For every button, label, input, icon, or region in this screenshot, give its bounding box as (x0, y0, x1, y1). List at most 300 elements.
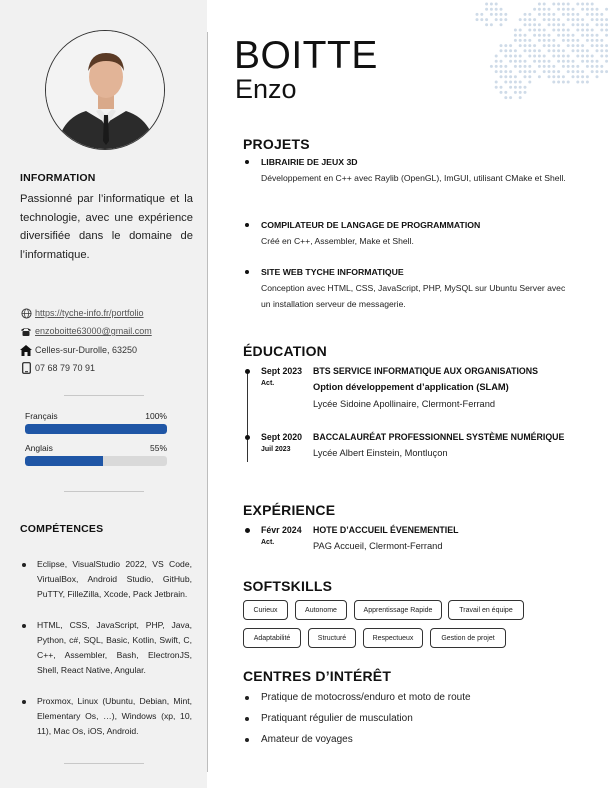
map-dot (533, 49, 536, 52)
map-dot (543, 18, 546, 21)
map-dot (552, 39, 555, 42)
map-dot (524, 86, 527, 89)
map-dot (524, 44, 527, 47)
map-dot (572, 60, 575, 63)
map-dot (552, 18, 555, 21)
map-dot (514, 60, 517, 63)
map-dot (591, 44, 594, 47)
map-dot (581, 29, 584, 32)
language-bar-fill (25, 456, 103, 466)
map-dot (572, 8, 575, 11)
education-title-text: BACCALAURÉAT PROFESSIONNEL SYSTÈME NUMÉRIQUE (313, 432, 565, 442)
map-dot (596, 39, 599, 42)
language-french (25, 411, 167, 434)
map-dot (538, 34, 541, 37)
map-dot (519, 91, 522, 94)
map-dot (538, 60, 541, 63)
map-dot (557, 34, 560, 37)
map-dot (495, 65, 498, 68)
map-dot (543, 39, 546, 42)
map-dot (528, 44, 531, 47)
map-dot (543, 13, 546, 16)
website-link[interactable]: https://tyche-info.fr/portfolio (35, 308, 144, 318)
education-option: Option développement d’application (SLAM) (313, 382, 509, 392)
map-dot (528, 75, 531, 78)
map-dot (548, 70, 551, 73)
map-dot (572, 75, 575, 78)
map-dot (576, 70, 579, 73)
map-dot (586, 60, 589, 63)
project-item (243, 157, 573, 186)
map-dot (528, 70, 531, 73)
map-dot (600, 13, 603, 16)
map-dot (581, 18, 584, 21)
map-dot (519, 86, 522, 89)
map-dot (533, 18, 536, 21)
map-dot (581, 34, 584, 37)
map-dot (586, 81, 589, 84)
project-title: COMPILATEUR DE LANGAGE DE PROGRAMMATION (243, 220, 573, 230)
map-dot (524, 18, 527, 21)
map-dot (504, 81, 507, 84)
map-dot (557, 55, 560, 58)
map-dot (562, 23, 565, 26)
map-dot (519, 55, 522, 58)
interest-item: Pratiquant régulier de musculation (243, 713, 563, 734)
map-dot (504, 91, 507, 94)
map-dot (576, 29, 579, 32)
world-map-decoration (473, 0, 608, 120)
map-dot (562, 81, 565, 84)
map-dot (500, 75, 503, 78)
map-dot (519, 44, 522, 47)
map-dot (519, 39, 522, 42)
language-bar (25, 424, 167, 434)
map-dot (600, 29, 603, 32)
map-dot (519, 81, 522, 84)
map-dot (528, 23, 531, 26)
map-dot (600, 18, 603, 21)
map-dot (576, 23, 579, 26)
map-dot (509, 75, 512, 78)
map-dot (504, 13, 507, 16)
project-desc: Créé en C++, Assembler, Make et Shell. (261, 236, 414, 246)
map-dot (581, 75, 584, 78)
map-dot (495, 81, 498, 84)
map-dot (514, 49, 517, 52)
map-dot (567, 34, 570, 37)
map-dot (572, 49, 575, 52)
map-dot (562, 8, 565, 11)
map-dot (543, 65, 546, 68)
language-percent: 55% (149, 443, 167, 453)
map-dot (591, 29, 594, 32)
map-dot (485, 23, 488, 26)
map-dot (567, 44, 570, 47)
map-dot (557, 70, 560, 73)
map-dot (581, 81, 584, 84)
contact-address (20, 344, 137, 356)
map-dot (528, 13, 531, 16)
map-dot (524, 70, 527, 73)
map-dot (509, 81, 512, 84)
map-dot (591, 65, 594, 68)
map-dot (495, 13, 498, 16)
map-dot (600, 55, 603, 58)
map-dot (572, 23, 575, 26)
map-dot (586, 3, 589, 6)
map-dot (538, 23, 541, 26)
map-dot (500, 13, 503, 16)
map-dot (576, 75, 579, 78)
map-dot (600, 70, 603, 73)
map-dot (557, 75, 560, 78)
map-dot (509, 86, 512, 89)
map-dot (533, 8, 536, 11)
map-dot (480, 18, 483, 21)
project-desc: Développement en C++ avec Raylib (OpenGL), ImGUI, utilisant CMake et Shell. (261, 173, 566, 183)
map-dot (490, 3, 493, 6)
map-dot (562, 75, 565, 78)
map-dot (524, 75, 527, 78)
map-dot (500, 44, 503, 47)
softskill-chip: Respectueux (363, 628, 423, 648)
education-school: Lycée Sidoine Apollinaire, Clermont-Ferrand (313, 399, 496, 409)
map-dot (567, 13, 570, 16)
map-dot (552, 13, 555, 16)
map-dot (600, 49, 603, 52)
map-dot (600, 65, 603, 68)
address-text: Celles-sur-Durolle, 63250 (35, 345, 138, 355)
map-dot (557, 49, 560, 52)
map-dot (576, 81, 579, 84)
map-dot (519, 29, 522, 32)
experience-title: EXPÉRIENCE (243, 502, 336, 518)
map-dot (581, 55, 584, 58)
map-dot (504, 65, 507, 68)
experience-company: PAG Accueil, Clermont-Ferrand (313, 541, 443, 551)
map-dot (596, 70, 599, 73)
map-dot (596, 60, 599, 63)
globe-icon (20, 307, 32, 319)
map-dot (504, 49, 507, 52)
language-bar (25, 456, 167, 466)
interest-item: Amateur de voyages (243, 734, 563, 755)
map-dot (514, 39, 517, 42)
map-dot (552, 55, 555, 58)
map-dot (586, 55, 589, 58)
map-dot (576, 65, 579, 68)
map-dot (519, 70, 522, 73)
map-dot (591, 55, 594, 58)
map-dot (557, 81, 560, 84)
map-dot (485, 8, 488, 11)
map-dot (495, 60, 498, 63)
map-dot (504, 75, 507, 78)
map-dot (524, 65, 527, 68)
map-dot (514, 75, 517, 78)
timeline-dot (245, 369, 250, 374)
project-title: LIBRAIRIE DE JEUX 3D (243, 157, 573, 167)
softskills-title: SOFTSKILLS (243, 578, 333, 594)
map-dot (519, 18, 522, 21)
map-dot (567, 29, 570, 32)
map-dot (514, 91, 517, 94)
map-dot (548, 39, 551, 42)
map-dot (548, 44, 551, 47)
map-dot (533, 70, 536, 73)
map-dot (519, 96, 522, 99)
map-dot (548, 65, 551, 68)
project-title: SITE WEB TYCHE INFORMATIQUE (243, 267, 573, 277)
map-dot (504, 70, 507, 73)
map-dot (552, 75, 555, 78)
map-dot (495, 55, 498, 58)
map-dot (567, 39, 570, 42)
map-dot (596, 23, 599, 26)
competence-item: Eclipse, VisualStudio 2022, VS Code, VirtualBox, Android Studio, GitHub, PuTTY, FilleZilla, Xcode, Pack Jetbrain. (20, 557, 192, 602)
map-dot (500, 91, 503, 94)
map-dot (495, 18, 498, 21)
information-text: Passionné par l’informatique et la technologie, avec une expérience diversifiée dans le domaine de l’informatique. (20, 193, 193, 261)
map-dot (500, 49, 503, 52)
map-dot (524, 39, 527, 42)
map-dot (504, 18, 507, 21)
map-dot (538, 29, 541, 32)
map-dot (562, 34, 565, 37)
map-dot (576, 49, 579, 52)
map-dot (567, 65, 570, 68)
experience-date: Févr 2024 (261, 525, 302, 535)
map-dot (524, 60, 527, 63)
map-dot (528, 65, 531, 68)
map-dot (490, 13, 493, 16)
education-date: Sept 2020 (261, 432, 303, 442)
map-dot (514, 34, 517, 37)
map-dot (586, 8, 589, 11)
sidebar-divider (64, 763, 144, 764)
map-dot (581, 23, 584, 26)
map-dot (538, 39, 541, 42)
map-dot (533, 34, 536, 37)
language-percent: 100% (145, 411, 167, 421)
map-dot (600, 39, 603, 42)
map-dot (581, 3, 584, 6)
map-dot (586, 65, 589, 68)
map-dot (557, 18, 560, 21)
map-dot (586, 39, 589, 42)
map-dot (533, 44, 536, 47)
softskill-chip: Apprentissage Rapide (354, 600, 442, 620)
map-dot (552, 44, 555, 47)
softskill-chip: Gestion de projet (430, 628, 506, 648)
map-dot (548, 49, 551, 52)
competence-item: Proxmox, Linux (Ubuntu, Debian, Mint, Elementary Os, …), Windows (xp, 10, 11), Mac Os, iOS, Android. (20, 694, 192, 739)
language-english (25, 443, 167, 466)
map-dot (586, 75, 589, 78)
map-dot (596, 75, 599, 78)
map-dot (538, 3, 541, 6)
map-dot (504, 96, 507, 99)
map-dot (490, 65, 493, 68)
map-dot (557, 8, 560, 11)
map-dot (591, 70, 594, 73)
projets-title: PROJETS (243, 136, 310, 152)
map-dot (538, 65, 541, 68)
softskill-chip: Structuré (308, 628, 356, 648)
map-dot (586, 49, 589, 52)
education-timeline (247, 370, 248, 462)
map-dot (500, 70, 503, 73)
map-dot (514, 86, 517, 89)
first-name: Enzo (235, 74, 297, 104)
map-dot (586, 34, 589, 37)
email-link[interactable]: enzoboitte63000@gmail.com (35, 326, 152, 336)
softskill-chip: Travail en équipe (448, 600, 524, 620)
map-dot (576, 18, 579, 21)
contact-website[interactable] (20, 307, 144, 319)
map-dot (538, 49, 541, 52)
map-dot (514, 81, 517, 84)
map-dot (581, 8, 584, 11)
map-dot (485, 3, 488, 6)
map-dot (596, 13, 599, 16)
map-dot (557, 44, 560, 47)
map-dot (562, 3, 565, 6)
map-dot (495, 70, 498, 73)
map-dot (476, 18, 479, 21)
map-dot (591, 8, 594, 11)
competences-list (20, 557, 192, 755)
map-dot (552, 23, 555, 26)
map-dot (572, 44, 575, 47)
map-dot (552, 70, 555, 73)
map-dot (576, 13, 579, 16)
map-dot (567, 8, 570, 11)
map-dot (567, 60, 570, 63)
map-dot (538, 75, 541, 78)
map-dot (533, 60, 536, 63)
education-school: Lycée Albert Einstein, Montluçon (313, 448, 448, 458)
map-dot (581, 70, 584, 73)
map-dot (519, 60, 522, 63)
sidebar-divider (64, 395, 144, 396)
map-dot (543, 70, 546, 73)
map-dot (600, 44, 603, 47)
map-dot (562, 55, 565, 58)
map-dot (490, 8, 493, 11)
map-dot (480, 13, 483, 16)
map-dot (552, 65, 555, 68)
map-dot (596, 49, 599, 52)
map-dot (538, 8, 541, 11)
contact-email[interactable] (20, 325, 152, 337)
project-item (243, 267, 573, 312)
map-dot (562, 39, 565, 42)
map-dot (500, 86, 503, 89)
map-dot (543, 3, 546, 6)
map-dot (524, 49, 527, 52)
phone-text: 07 68 79 70 91 (35, 363, 96, 373)
map-dot (548, 23, 551, 26)
map-dot (552, 29, 555, 32)
map-dot (591, 60, 594, 63)
map-dot (557, 23, 560, 26)
map-dot (533, 55, 536, 58)
map-dot (509, 96, 512, 99)
map-dot (548, 60, 551, 63)
map-dot (572, 18, 575, 21)
mobile-phone-icon (20, 362, 32, 374)
map-dot (572, 34, 575, 37)
map-dot (528, 81, 531, 84)
language-name: Anglais (25, 443, 53, 453)
map-dot (509, 55, 512, 58)
phone-handset-icon (20, 325, 32, 337)
sidebar-divider (64, 491, 144, 492)
map-dot (586, 29, 589, 32)
map-dot (572, 39, 575, 42)
experience-sub-date: Act. (261, 539, 275, 546)
language-bar-fill (25, 424, 167, 434)
map-dot (533, 29, 536, 32)
map-dot (581, 60, 584, 63)
map-dot (495, 3, 498, 6)
map-dot (581, 49, 584, 52)
education-title-text: BTS SERVICE INFORMATIQUE AUX ORGANISATIONS (313, 366, 538, 376)
map-dot (538, 13, 541, 16)
map-dot (557, 60, 560, 63)
map-dot (591, 34, 594, 37)
education-sub-date: Juil 2023 (261, 446, 291, 453)
map-dot (519, 65, 522, 68)
map-dot (562, 65, 565, 68)
map-dot (591, 39, 594, 42)
map-dot (500, 65, 503, 68)
map-dot (528, 49, 531, 52)
map-dot (596, 34, 599, 37)
softskill-chip: Autonome (295, 600, 347, 620)
map-dot (562, 49, 565, 52)
map-dot (562, 13, 565, 16)
bullet-dot (245, 528, 250, 533)
map-dot (495, 8, 498, 11)
map-dot (567, 70, 570, 73)
education-date: Sept 2023 (261, 366, 303, 376)
map-dot (543, 44, 546, 47)
map-dot (567, 55, 570, 58)
map-dot (524, 13, 527, 16)
map-dot (509, 44, 512, 47)
map-dot (562, 60, 565, 63)
competence-item: HTML, CSS, JavaScript, PHP, Java, Python, c#, SQL, Basic, Kotlin, Swift, C, C++, Assembler, Bash, ElectronJS, Shell, React Native, Angular. (20, 618, 192, 678)
language-name: Français (25, 411, 58, 421)
map-dot (524, 91, 527, 94)
softskill-chip: Curieux (243, 600, 288, 620)
map-dot (557, 3, 560, 6)
map-dot (500, 60, 503, 63)
map-dot (576, 55, 579, 58)
map-dot (576, 39, 579, 42)
contact-phone (20, 362, 95, 374)
map-dot (572, 65, 575, 68)
map-dot (514, 55, 517, 58)
map-dot (500, 8, 503, 11)
map-dot (586, 23, 589, 26)
map-dot (548, 34, 551, 37)
map-dot (528, 55, 531, 58)
map-dot (500, 23, 503, 26)
